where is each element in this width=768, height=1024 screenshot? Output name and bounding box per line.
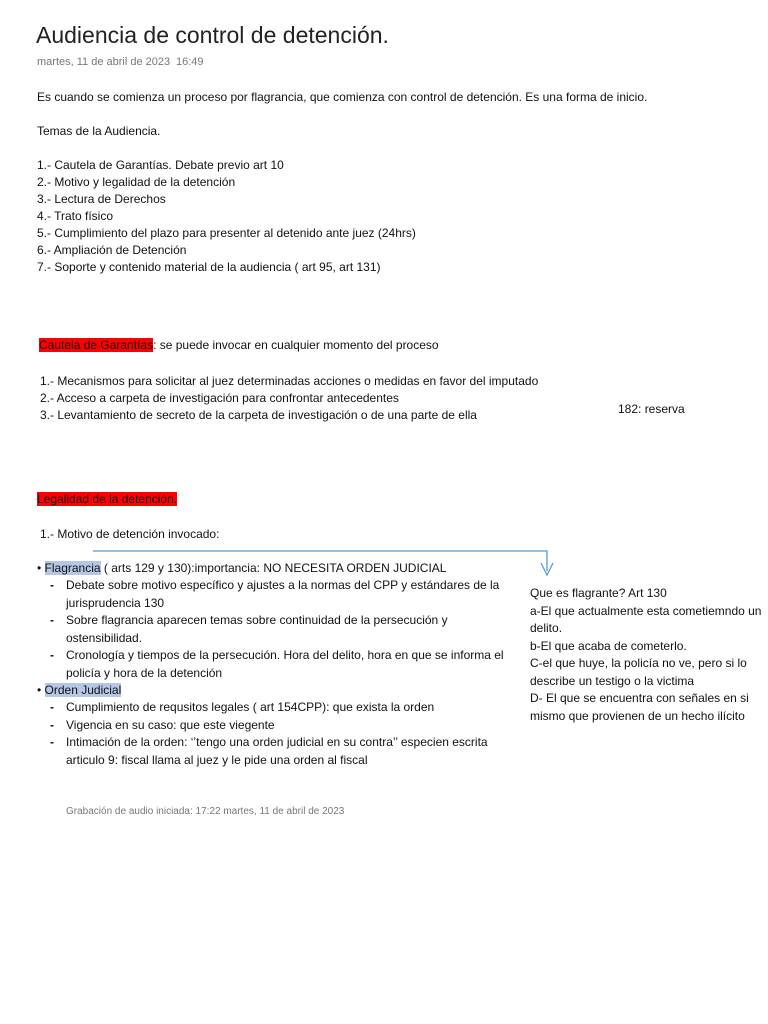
list-item: - Cronología y tiempos de la persecución. Hora del delito, hora en que se informa el policía y hora de la detención	[37, 647, 517, 682]
temas-item: 1.- Cautela de Garantías. Debate previo art 10	[37, 158, 284, 172]
orden-heading	[37, 682, 121, 699]
intro-text: Es cuando se comienza un proceso por flagrancia, que comienza con control de detención. Es una forma de inicio.	[37, 90, 648, 104]
cautela-highlight: Cautela de Garantías	[39, 338, 154, 352]
page-title: Audiencia de control de detención.	[36, 22, 389, 48]
temas-item: 6.- Ampliación de Detención	[37, 243, 187, 257]
cautela-item: 1.- Mecanismos para solicitar al juez determinadas acciones o medidas en favor del imputado	[40, 374, 539, 388]
temas-item: 7.- Soporte y contenido material de la audiencia ( art 95, art 131)	[37, 260, 381, 274]
flagrancia-list	[37, 577, 517, 682]
cautela-rest: : se puede invocar en cualquier momento del proceso	[153, 338, 439, 352]
flagrante-line: b-El que acaba de cometerlo.	[530, 638, 687, 653]
list-item: - Debate sobre motivo específico y ajustes a la normas del CPP y estándares de la jurisprudencia 130	[37, 577, 517, 612]
audio-recording-note: Grabación de audio iniciada: 17:22 martes, 11 de abril de 2023	[66, 806, 345, 817]
flagrancia-heading	[37, 560, 446, 577]
list-item: - Cumplimiento de requsitos legales ( art 154CPP): que exista la orden	[37, 699, 517, 717]
reserva-note: 182: reserva	[618, 402, 685, 416]
flagrante-line: C-el que huye, la policía no ve, pero si lo describe un testigo o la victima	[530, 656, 747, 688]
temas-item: 4.- Trato físico	[37, 209, 114, 223]
temas-item: 5.- Cumplimiento del plazo para presenter al detenido ante juez (24hrs)	[37, 226, 416, 240]
flagrancia-rest: ( arts 129 y 130):importancia: NO NECESITA ORDEN JUDICIAL	[100, 561, 447, 575]
list-item: - Vigencia en su caso: que este viegente	[37, 717, 517, 735]
flagrante-line: a-El que actualmente esta cometiemndo un delito.	[530, 603, 762, 635]
motivo-text: 1.- Motivo de detención invocado:	[40, 527, 220, 541]
temas-item: 3.- Lectura de Derechos	[37, 192, 166, 206]
flagrante-line: D- El que se encuentra con señales en si mismo que provienen de un hecho ilícito	[530, 691, 749, 723]
cautela-item: 3.- Levantamiento de secreto de la carpeta de investigación o de una parte de ella	[40, 408, 477, 422]
legalidad-highlight: Legalidad de la detención.	[37, 492, 178, 506]
flagrante-note	[530, 585, 766, 725]
bullet-icon: •	[37, 561, 42, 575]
cautela-item: 2.- Acceso a carpeta de investigación para confrontar antecedentes	[40, 391, 399, 405]
orden-highlight: Orden Judicial	[44, 683, 122, 697]
flagrante-line: Que es flagrante? Art 130	[530, 586, 667, 600]
temas-item: 2.- Motivo y legalidad de la detención	[37, 175, 236, 189]
page-time: 16:49	[176, 56, 204, 68]
temas-heading: Temas de la Audiencia.	[37, 124, 161, 138]
list-item: - Intimación de la orden: ‘’tengo una orden judicial en su contra’’ especien escrita articulo 9: fiscal llama al juez y le pide una orden al fiscal	[37, 734, 517, 769]
flagrancia-highlight: Flagrancia	[44, 561, 101, 575]
list-item: - Sobre flagrancia aparecen temas sobre continuidad de la persecución y ostensibilidad.	[37, 612, 517, 647]
bullet-icon: •	[37, 683, 42, 697]
page-date: martes, 11 de abril de 2023	[37, 56, 171, 68]
orden-list	[37, 699, 517, 769]
